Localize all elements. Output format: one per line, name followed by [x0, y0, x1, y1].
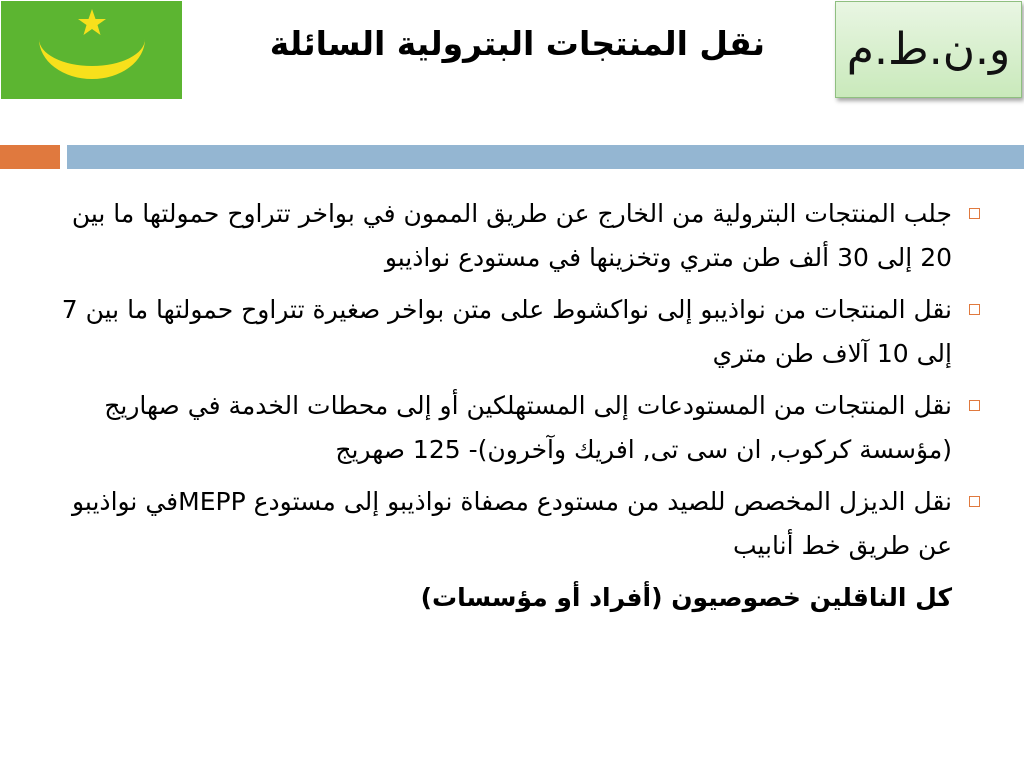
page-title: نقل المنتجات البترولية السائلة — [269, 24, 765, 63]
slide-content — [40, 192, 988, 620]
square-bullet-icon — [969, 400, 980, 411]
list-item-text: جلب المنتجات البترولية من الخارج عن طريق الممون في بواخر تتراوح حمولتها ما بين 20 إلى 30 ألف طن متري وتخزينها في مستودع نواذيبو — [71, 199, 952, 272]
square-bullet-icon — [969, 496, 980, 507]
square-bullet-icon — [969, 304, 980, 315]
flag-graphic — [1, 1, 182, 99]
logo-text: و.ن.ط.م — [846, 24, 1011, 75]
accent-bar-orange — [0, 145, 60, 169]
summary-note: كل الناقلين خصوصيون (أفراد أو مؤسسات) — [420, 583, 952, 612]
list-item — [40, 288, 988, 376]
list-item — [40, 384, 988, 472]
mauritania-flag-icon — [1, 1, 182, 99]
list-item-text: نقل المنتجات من المستودعات إلى المستهلكين أو إلى محطات الخدمة في صهاريج (مؤسسة كركوب, ان سى تى, افريك وآخرون)- 125 صهريج — [104, 391, 952, 464]
bullet-list — [40, 192, 988, 568]
organization-logo — [835, 1, 1022, 98]
list-item-text: نقل المنتجات من نواذيبو إلى نواكشوط على متن بواخر صغيرة تتراوح حمولتها ما بين 7 إلى 10 آلاف طن متري — [61, 295, 952, 368]
accent-bar-blue — [67, 145, 1024, 169]
list-item-text: نقل الديزل المخصص للصيد من مستودع مصفاة نواذيبو إلى مستودع MEPPفي نواذيبو عن طريق خط أنابيب — [72, 487, 952, 560]
square-bullet-icon — [969, 208, 980, 219]
list-item — [40, 192, 988, 280]
list-item — [40, 480, 988, 568]
